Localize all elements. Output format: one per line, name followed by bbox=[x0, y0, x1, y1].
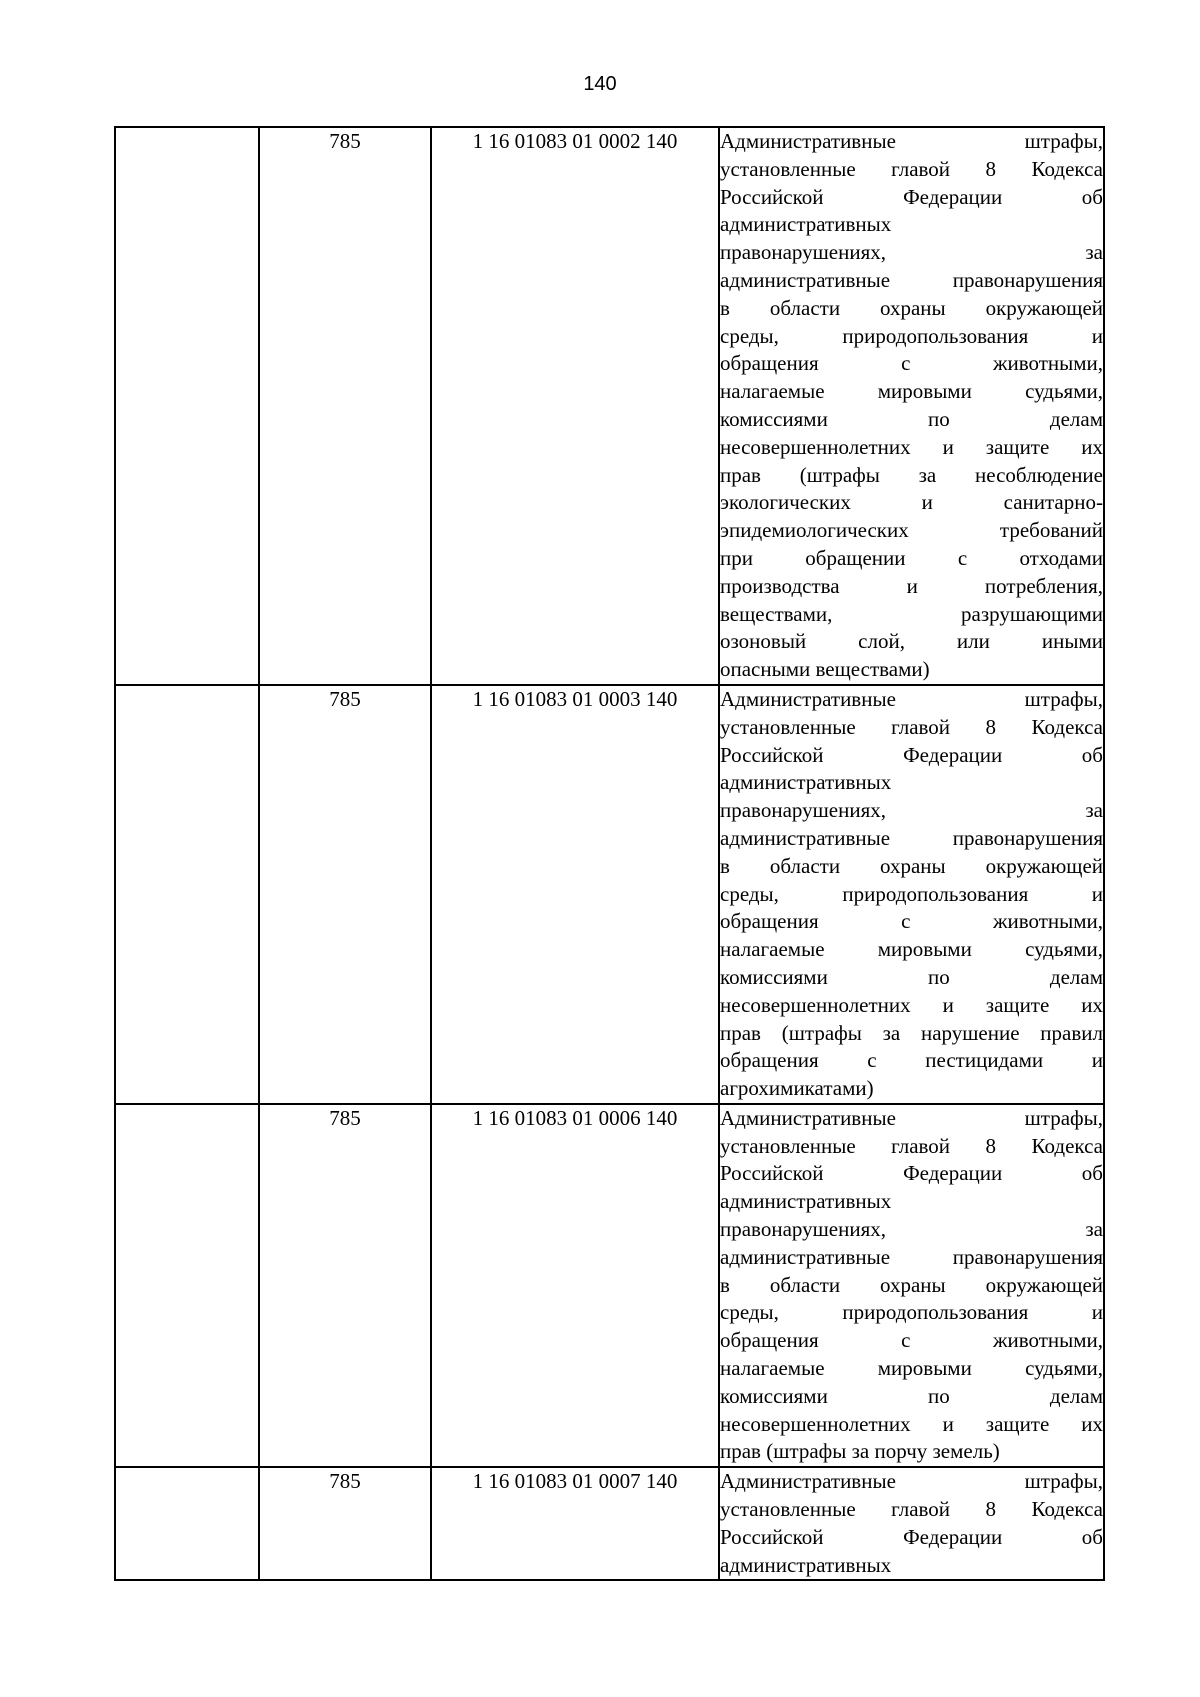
description-line: опасными веществами) bbox=[720, 657, 930, 682]
description-line: прав (штрафы за порчу земель) bbox=[720, 1439, 1000, 1464]
page-number: 140 bbox=[583, 73, 617, 95]
description-line: Российской Федерации об bbox=[720, 184, 1103, 209]
description-line: Российской Федерации об bbox=[720, 1161, 1103, 1186]
description-line: Российской Федерации об bbox=[720, 1524, 1103, 1549]
admin-code-cell: 785 bbox=[259, 685, 431, 1104]
description-line: Административные штрафы, bbox=[720, 1105, 1103, 1130]
description-line: административных bbox=[720, 1552, 892, 1577]
description-line: среды, природопользования и bbox=[720, 881, 1103, 906]
description-line: Российской Федерации об bbox=[720, 742, 1103, 767]
kbk-code-cell: 1 16 01083 01 0002 140 bbox=[431, 127, 719, 685]
description-line: правонарушениях, за bbox=[720, 240, 1103, 265]
description-line: административных bbox=[720, 770, 892, 795]
table-row bbox=[115, 1467, 1104, 1580]
description-line: правонарушениях, за bbox=[720, 1217, 1103, 1242]
description-line: обращения с животными, bbox=[720, 909, 1103, 934]
description-line: Административные штрафы, bbox=[720, 686, 1103, 711]
description-line: в области охраны окружающей bbox=[720, 1272, 1103, 1297]
description-line: веществами, разрушающими bbox=[720, 601, 1103, 626]
description-line: Административные штрафы, bbox=[720, 1469, 1103, 1494]
description-line: обращения с животными, bbox=[720, 351, 1103, 376]
admin-code-cell: 785 bbox=[259, 1104, 431, 1467]
table-row bbox=[115, 685, 1104, 1104]
description-line: экологических и санитарно- bbox=[720, 490, 1103, 515]
description-line: несовершеннолетних и защите их bbox=[720, 992, 1103, 1017]
table-body bbox=[115, 127, 1104, 1580]
budget-classification-table bbox=[114, 126, 1105, 1581]
description-cell bbox=[719, 127, 1104, 685]
empty-cell bbox=[115, 685, 259, 1104]
description-line: прав (штрафы за нарушение правил bbox=[720, 1020, 1103, 1045]
description-line: несовершеннолетних и защите их bbox=[720, 1411, 1103, 1436]
description-line: обращения с животными, bbox=[720, 1328, 1103, 1353]
kbk-code-cell: 1 16 01083 01 0006 140 bbox=[431, 1104, 719, 1467]
description-line: в области охраны окружающей bbox=[720, 295, 1103, 320]
description-line: установленные главой 8 Кодекса bbox=[720, 714, 1103, 739]
description-line: среды, природопользования и bbox=[720, 323, 1103, 348]
description-line: установленные главой 8 Кодекса bbox=[720, 1497, 1103, 1522]
description-line: установленные главой 8 Кодекса bbox=[720, 156, 1103, 181]
description-line: налагаемые мировыми судьями, bbox=[720, 1356, 1103, 1381]
description-line: административные правонарушения bbox=[720, 267, 1103, 292]
empty-cell bbox=[115, 1104, 259, 1467]
description-line: комиссиями по делам bbox=[720, 964, 1103, 989]
description-cell bbox=[719, 1104, 1104, 1467]
description-line: производства и потребления, bbox=[720, 573, 1103, 598]
description-cell bbox=[719, 685, 1104, 1104]
description-line: административных bbox=[720, 1189, 892, 1214]
description-line: в области охраны окружающей bbox=[720, 853, 1103, 878]
empty-cell bbox=[115, 1467, 259, 1580]
description-line: озоновый слой, или иными bbox=[720, 629, 1103, 654]
description-line: установленные главой 8 Кодекса bbox=[720, 1133, 1103, 1158]
table-row bbox=[115, 127, 1104, 685]
description-line: правонарушениях, за bbox=[720, 798, 1103, 823]
description-line: административные правонарушения bbox=[720, 825, 1103, 850]
description-cell bbox=[719, 1467, 1104, 1580]
description-line: при обращении с отходами bbox=[720, 545, 1103, 570]
description-line: несовершеннолетних и защите их bbox=[720, 434, 1103, 459]
description-line: эпидемиологических требований bbox=[720, 518, 1103, 543]
description-line: административные правонарушения bbox=[720, 1244, 1103, 1269]
admin-code-cell: 785 bbox=[259, 1467, 431, 1580]
description-line: комиссиями по делам bbox=[720, 406, 1103, 431]
kbk-code-cell: 1 16 01083 01 0007 140 bbox=[431, 1467, 719, 1580]
description-line: комиссиями по делам bbox=[720, 1383, 1103, 1408]
description-line: обращения с пестицидами и bbox=[720, 1048, 1103, 1073]
description-line: среды, природопользования и bbox=[720, 1300, 1103, 1325]
empty-cell bbox=[115, 127, 259, 685]
kbk-code-cell: 1 16 01083 01 0003 140 bbox=[431, 685, 719, 1104]
description-line: прав (штрафы за несоблюдение bbox=[720, 462, 1103, 487]
description-line: налагаемые мировыми судьями, bbox=[720, 379, 1103, 404]
description-line: административных bbox=[720, 212, 892, 237]
table-row bbox=[115, 1104, 1104, 1467]
description-line: Административные штрафы, bbox=[720, 129, 1103, 153]
description-line: налагаемые мировыми судьями, bbox=[720, 937, 1103, 962]
admin-code-cell: 785 bbox=[259, 127, 431, 685]
description-line: агрохимикатами) bbox=[720, 1076, 874, 1101]
